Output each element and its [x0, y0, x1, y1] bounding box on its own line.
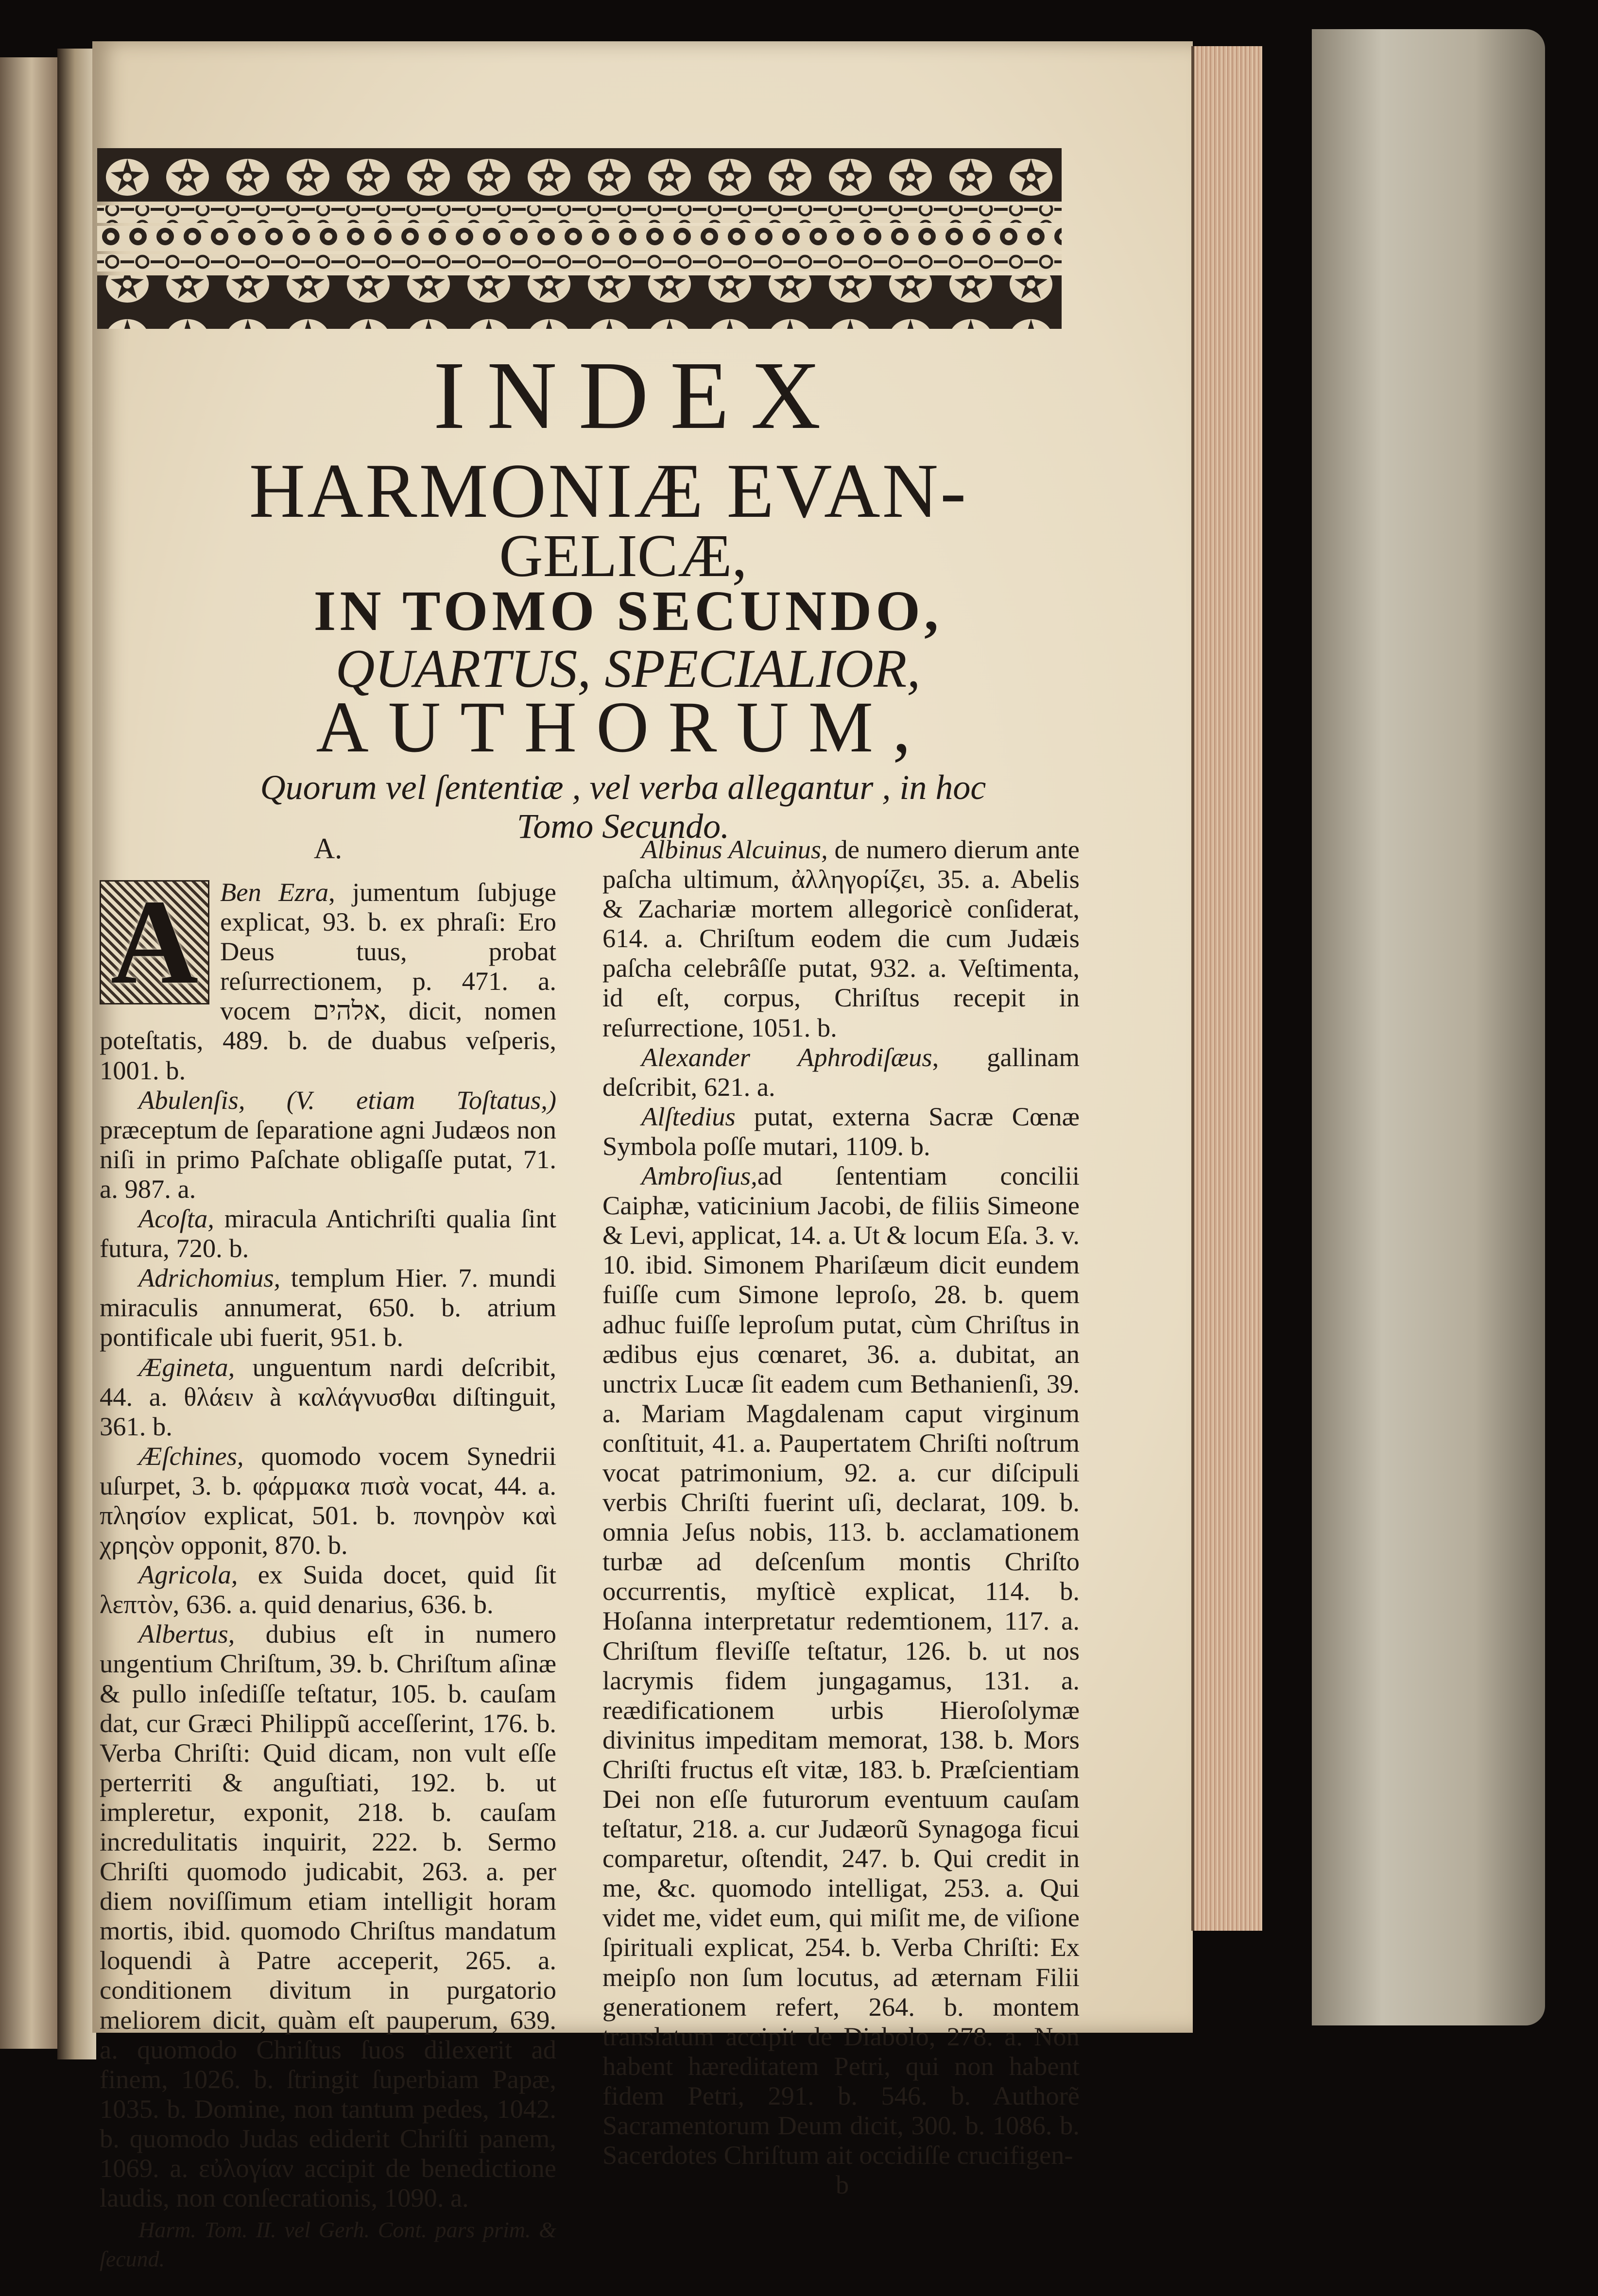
title-harmoniae: HARMONIÆ EVAN-: [249, 447, 968, 534]
entry-text: quomodo vocem Synedrii uſurpet, 3. b. φάρμακα πισὰ vocat, 44. a. πλησίον explicat, 501. b. πονηρὸν καὶ χρηςὸν opponit, 870. b.: [100, 1441, 556, 1560]
entry-text: de numero dierum ante paſcha ultimum, ἀλληγορίζει, 35. a. Abelis & Zachariæ mortem allegoricè conſiderat, 614. a. Chriſtum eodem die cum Judæis paſcha celebrâſſe putat, 932. a. Veſtimenta, id eſt, corpus, Chriſtus recepit in reſurrectione, 1051. b.: [602, 834, 1080, 1042]
index-entry: [602, 1042, 1080, 1102]
entry-text: , gallinam deſcribit, 621. a.: [602, 1042, 1080, 1102]
index-entry: [100, 1560, 556, 1619]
index-entry: [100, 1352, 556, 1441]
entry-text: ad ſententiam concilii Caiphæ, vaticinium Jacobi, de filiis Simeone & Levi, applicat, 14. a. Ut & locum Eſa. 3. v. 10. ibid. Simonem Phariſæum dicit eundem fuiſſe cum Simone leproſo, 28. b. quem adhuc fuiſſe leproſum putat, cùm Chriſtus in ædibus ejus cœnaret, 36. a. dubitat, an unctrix Lucæ ſit eadem cum Bethanienſi, 39. a. Mariam Magdalenam caput virginum conſtituit, 41. a. Paupertatem Chriſti noſtrum vocat patrimonium, 92. a. cur diſcipuli verbis Chriſti fuerint uſi, declarat, 109. b. omnia Jeſus nobis, 113. b. acclamationem turbæ ad deſcenſum montis Chriſto occurrentis, myſticè explicat, 114. b. Hoſanna interpretatur redemtionem, 117. a. Chriſtum fleviſſe teſtatur, 126. b. ut nos lacrymis fidem jungagamus, 131. a. reædificationem urbis Hieroſolymæ divinitus impeditam memorat, 138. b. Mors Chriſti fructus eſt vitæ, 183. b. Præſcientiam Dei non eſſe futurorum eventuum cauſam teſtatur, 218. a. cur Judæorũ Synagoga ficui comparetur, oſtendit, 247. b. Qui credit in me, &c. quomodo intelligat, 253. a. Qui videt me, videt eum, qui miſit me, de viſione ſpirituali explicat, 254. b. Verba Chriſti: Ex meipſo non ſum locutus, ad æternam Filii generationem refert, 264. b. montem translatum accipit de Diabolo, 278. a. Non habent hæreditatem Petri, qui non habent fidem Petri, 291. b. 546. b. Authorẽ Sacramentorum Deum dicit, 300. b. 1086. b. Sacerdotes Chriſtum ait occidiſſe crucifigen-: [602, 1161, 1080, 2170]
signature-mark: b: [836, 2170, 849, 2200]
decorated-initial: A: [100, 880, 209, 1004]
index-entry: [602, 1161, 1080, 2170]
entry-author: Ægineta,: [138, 1352, 235, 1382]
entry-text: unguentum nardi deſcribit, 44. a. θλάειν à καλάγνυσθαι diſtinguit, 361. b.: [100, 1352, 556, 1441]
entry-text: miracula Antichriſti qualia ſint futura, 720. b.: [100, 1204, 557, 1263]
title-quartus-specialior: QUARTUS, SPECIALIOR,: [335, 639, 921, 699]
entry-author: Abulenſis, (V. etiam Toſtatus,): [138, 1085, 556, 1115]
entry-author: Æſchines,: [138, 1441, 244, 1471]
title-authorum: AUTHORUM,: [316, 687, 930, 767]
title-in-tomo-secundo: IN TOMO SECUNDO,: [313, 579, 943, 643]
signature-row: [602, 2170, 1080, 2199]
entry-author: Albinus Alcuinus,: [641, 834, 828, 864]
facing-page-edge: [0, 57, 57, 2049]
entry-author: Adrichomius,: [138, 1263, 281, 1293]
footer-note: Harm. Tom. II. vel Gerh. Cont. pars prim. & ſecund.: [100, 2217, 556, 2272]
page-fore-edge: [1191, 46, 1262, 1931]
index-entry: [100, 1085, 556, 1204]
ornamental-headpiece: [97, 148, 1062, 338]
title-subtitle-line2: Tomo Secundo.: [516, 807, 730, 846]
index-entry: [100, 877, 556, 1085]
entry-text: , jumentum ſubjuge explicat, 93. b. ex phraſi: Ero Deus tuus, probat reſurrectionem, p. 471. a. vocem אלהים, dicit, nomen poteſtatis, 489. b. de duabus veſperis, 1001. b.: [100, 877, 556, 1085]
entry-author: Ben Ezra: [220, 877, 329, 907]
entry-author: Albertus,: [138, 1619, 235, 1649]
index-entry: [602, 1102, 1080, 1161]
left-column: [100, 832, 556, 2296]
entry-text: putat, externa Sacræ Cœnæ Symbola poſſe mutari, 1109. b.: [602, 1101, 1080, 1161]
index-entry: [100, 1263, 556, 1352]
entry-text: ex Suida docet, quid ſit λεπτὸν, 636. a. quid denarius, 636. b.: [100, 1560, 556, 1619]
entry-author: Agricola,: [138, 1560, 238, 1590]
index-entry: [100, 1441, 556, 1560]
entry-text: dubius eſt in numero ungentium Chriſtum, 39. b. Chriſtum aſinæ & pullo inſediſſe teſtatur, 105. b. cauſam dat, cur Græci Philippũ acceſſerint, 176. b. Verba Chriſti: Quid dicam, non vult eſſe perterriti & anguſtiati, 192. b. ut impleretur, exponit, 218. b. cauſam incredulitatis inquirit, 222. b. Sermo Chriſti quomodo judicabit, 263. a. per diem noviſſimum etiam intelligit horam mortis, ibid. quomodo Chriſtus mandatum loquendi à Patre acceperit, 265. a. conditionem divitum in purgatorio meliorem dicit, quàm eſt pauperum, 639. a. quomodo Chriſtus ſuos dilexerit ad finem, 1026. b. ſtringit ſuperbiam Papæ, 1035. b. Domine, non tantum pedes, 1042. b. quomodo Judas ediderit Chriſti panem, 1069. a. εὐλογίαν accipit de benedictione laudis, non conſecrationis, 1090. a.: [100, 1619, 556, 2213]
index-entry: [602, 834, 1080, 1042]
section-heading: A.: [313, 833, 343, 865]
entry-text: præceptum de ſeparatione agni Judæos non niſi in primo Paſchate obligaſſe putat, 71. a. 987. a.: [100, 1114, 556, 1204]
title-subtitle-line1: Quorum vel ſententiæ , vel verba allegantur , in hoc: [260, 768, 986, 807]
title-index: INDEX: [433, 342, 842, 449]
entry-author: Alſtedius: [641, 1101, 736, 1131]
title-gelicae: GELICÆ,: [499, 523, 747, 590]
entry-author: Acoſta,: [138, 1204, 214, 1234]
entry-author: Alexander Aphrodiſæus: [641, 1042, 932, 1072]
book-cover-board: [1312, 29, 1545, 2025]
entry-author: Ambroſius,: [641, 1161, 757, 1191]
entry-text: templum Hier. 7. mundi miraculis annumerat, 650. b. atrium pontificale ubi fuerit, 951. b.: [100, 1263, 557, 1352]
index-entry: [100, 1619, 556, 2212]
index-entry: [100, 1204, 556, 1263]
right-column: [602, 834, 1080, 2199]
